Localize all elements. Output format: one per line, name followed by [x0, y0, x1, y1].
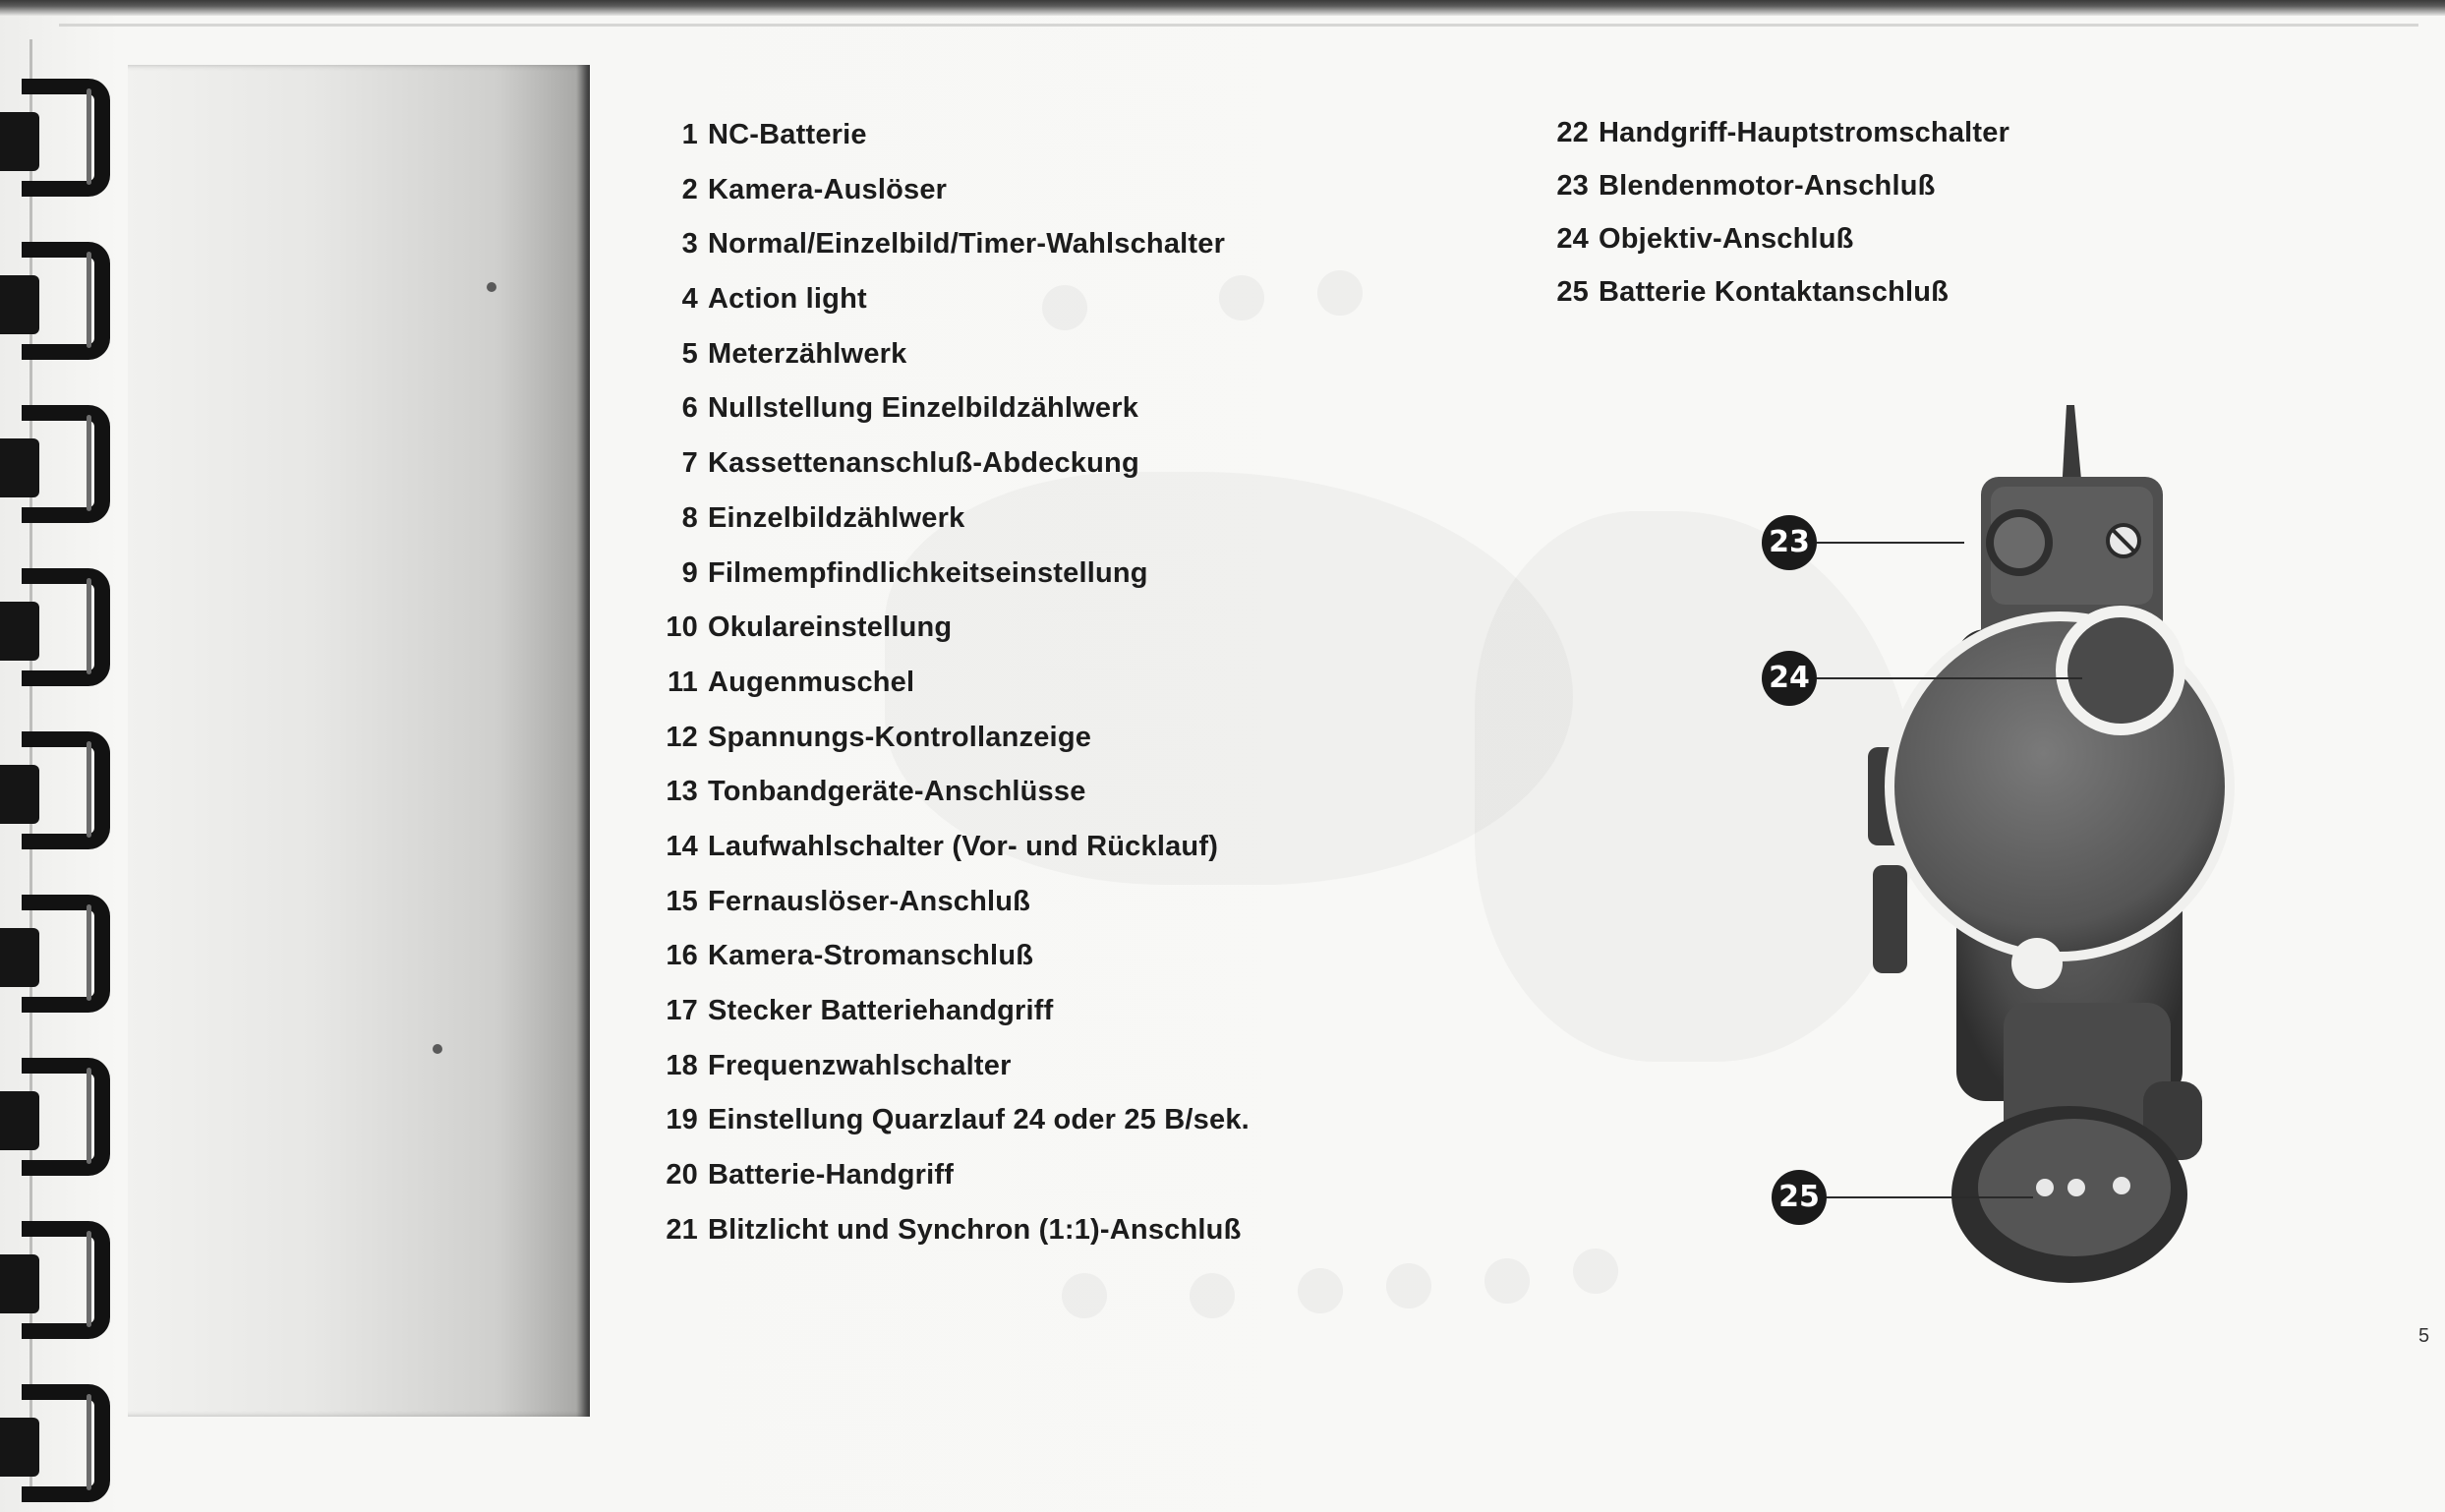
callout-leader-line: [1817, 677, 2082, 679]
page-top-line: [59, 24, 2418, 27]
item-label: Kamera-Auslöser: [708, 173, 948, 205]
item-number: 8: [681, 501, 698, 534]
item-number: 12: [666, 721, 698, 753]
list-item: [551, 875, 1435, 930]
list-item: [551, 929, 1435, 984]
binding-ring: [0, 895, 118, 1022]
item-number: 23: [1556, 170, 1589, 202]
callout-25: 25: [1772, 1170, 1827, 1225]
item-label: Fernauslöser-Anschluß: [708, 885, 1031, 917]
list-item: [551, 1093, 1435, 1148]
item-label: Laufwahlschalter (Vor- und Rücklauf): [708, 830, 1219, 862]
item-number: 20: [666, 1159, 698, 1192]
body-hole: [2011, 938, 2063, 989]
item-label: Blendenmotor-Anschluß: [1599, 170, 1936, 202]
item-label: Objektiv-Anschluß: [1599, 223, 1854, 255]
item-number: 17: [666, 995, 698, 1026]
list-item: [551, 492, 1435, 547]
list-item: [551, 436, 1435, 492]
list-item: [551, 984, 1435, 1039]
list-item: [551, 601, 1435, 656]
battery-contact-pin: [2067, 1179, 2085, 1196]
parts-list-left: [551, 108, 1435, 1257]
bleed-through-dot: [1386, 1263, 1431, 1308]
bleed-through-dot: [1062, 1273, 1107, 1318]
list-item: [551, 1203, 1435, 1258]
bleed-through-dot: [1484, 1258, 1530, 1304]
camera-illustration: [1750, 393, 2300, 1298]
item-label: Einstellung Quarzlauf 24 oder 25 B/sek.: [708, 1104, 1250, 1136]
binding-ring: [0, 1221, 118, 1349]
diaphragm-motor-port-inner: [1994, 517, 2045, 568]
item-label: Tonbandgeräte-Anschlüsse: [708, 776, 1086, 808]
binding-ring: [0, 79, 118, 206]
item-number: 16: [666, 940, 698, 972]
list-item: [1534, 212, 2222, 265]
side-knob-lower: [1873, 865, 1907, 973]
item-label: Action light: [708, 283, 867, 316]
bleed-through-dot: [1190, 1273, 1235, 1318]
item-label: NC-Batterie: [708, 119, 867, 150]
item-label: Meterzählwerk: [708, 337, 907, 370]
list-item: [1534, 106, 2222, 159]
item-label: Kassettenanschluß-Abdeckung: [708, 447, 1139, 480]
item-number: 6: [681, 392, 698, 425]
item-number: 19: [666, 1104, 698, 1136]
binding-ring: [0, 731, 118, 859]
item-label: Stecker Batteriehandgriff: [708, 995, 1054, 1026]
item-number: 14: [666, 830, 698, 862]
item-number: 9: [681, 556, 698, 589]
list-item: [1534, 159, 2222, 212]
list-item: [551, 547, 1435, 602]
bleed-through-dot: [1573, 1249, 1618, 1294]
callout-23: 23: [1762, 515, 1817, 570]
item-label: Spannungs-Kontrollanzeige: [708, 721, 1092, 753]
list-item: [551, 381, 1435, 436]
item-label: Blitzlicht und Synchron (1:1)-Anschluß: [708, 1213, 1242, 1246]
binding-ring: [0, 568, 118, 696]
callout-leader-line: [1817, 542, 1964, 544]
item-number: 18: [666, 1049, 698, 1081]
list-item: [551, 163, 1435, 218]
callout-leader-line: [1827, 1196, 2033, 1198]
item-number: 4: [681, 283, 698, 316]
item-label: Augenmuschel: [708, 666, 915, 698]
shaded-margin-panel: [128, 65, 590, 1417]
item-number: 22: [1556, 117, 1589, 148]
item-label: Nullstellung Einzelbildzählwerk: [708, 392, 1139, 425]
item-number: 25: [1556, 276, 1589, 308]
item-number: 3: [681, 228, 698, 261]
lens-port: [2067, 617, 2174, 724]
list-item: [551, 272, 1435, 327]
list-item: [551, 327, 1435, 382]
item-label: Frequenzwahlschalter: [708, 1049, 1012, 1081]
page-number: 5: [2418, 1325, 2430, 1347]
item-number: 1: [681, 119, 698, 150]
list-item: [551, 820, 1435, 875]
list-item: [551, 1148, 1435, 1203]
list-item: [551, 217, 1435, 272]
item-number: 15: [666, 885, 698, 917]
parts-list-right: [1534, 106, 2222, 319]
item-label: Handgriff-Hauptstromschalter: [1599, 117, 2010, 148]
camera-rear-view-figure: [1750, 393, 2300, 1298]
punch-dot: [433, 1044, 442, 1054]
list-item: [551, 656, 1435, 711]
item-label: Filmempfindlichkeitseinstellung: [708, 556, 1148, 589]
item-number: 5: [681, 337, 698, 370]
list-item: [551, 108, 1435, 163]
item-number: 21: [666, 1213, 698, 1246]
item-label: Normal/Einzelbild/Timer-Wahlschalter: [708, 228, 1226, 261]
item-label: Okulareinstellung: [708, 611, 953, 644]
battery-contact-pin: [2113, 1177, 2130, 1194]
item-number: 7: [681, 447, 698, 480]
list-item: [551, 711, 1435, 766]
battery-contact-pin: [2036, 1179, 2054, 1196]
binding-ring: [0, 242, 118, 370]
bleed-through-dot: [1298, 1268, 1343, 1313]
item-label: Kamera-Stromanschluß: [708, 940, 1034, 972]
item-number: 2: [681, 173, 698, 205]
item-number: 11: [667, 666, 698, 698]
list-item: [1534, 265, 2222, 319]
item-label: Einzelbildzählwerk: [708, 501, 965, 534]
spiral-binding: [0, 59, 128, 1512]
item-number: 10: [666, 611, 698, 644]
binding-ring: [0, 1058, 118, 1186]
binding-ring: [0, 1384, 118, 1512]
punch-dot: [487, 282, 496, 292]
item-number: 24: [1556, 223, 1589, 255]
item-label: Batterie Kontaktanschluß: [1599, 276, 1950, 308]
item-label: Batterie-Handgriff: [708, 1159, 955, 1192]
list-item: [551, 1039, 1435, 1094]
page-top-edge: [0, 0, 2445, 16]
item-number: 13: [666, 776, 698, 808]
callout-24: 24: [1762, 651, 1817, 706]
list-item: [551, 765, 1435, 820]
binding-ring: [0, 405, 118, 533]
